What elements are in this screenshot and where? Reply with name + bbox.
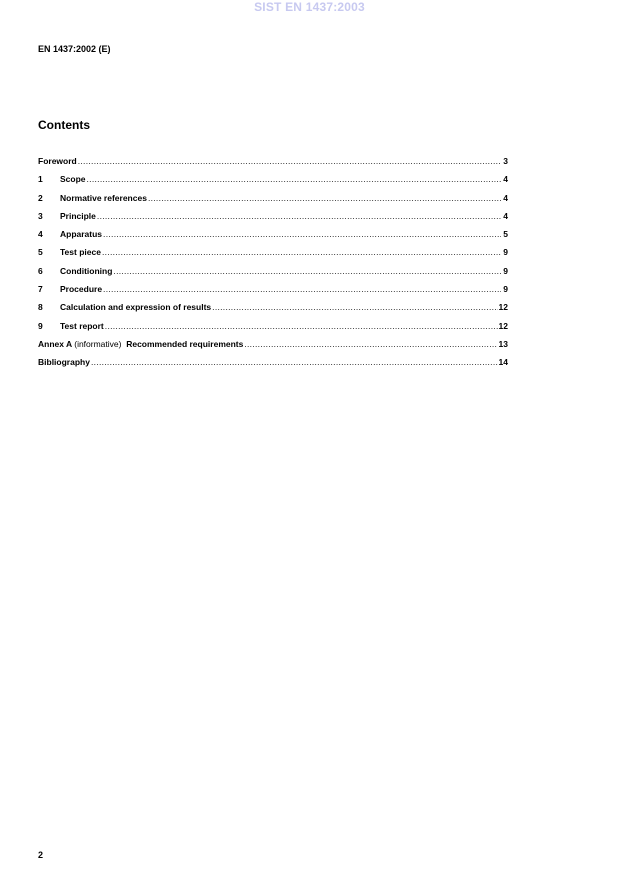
toc-entry-title: Scope xyxy=(60,174,86,185)
toc-leader xyxy=(113,266,501,276)
toc-leader xyxy=(102,247,501,257)
toc-entry-procedure[interactable] xyxy=(38,284,508,302)
toc-entry-test-piece[interactable] xyxy=(38,247,508,265)
toc-entry-page: 9 xyxy=(503,265,508,276)
toc-leader xyxy=(97,211,501,221)
toc-entry-foreword[interactable] xyxy=(38,156,508,174)
toc-leader xyxy=(105,321,498,331)
toc-entry-title: Conditioning xyxy=(60,265,113,276)
toc-entry-title: Test report xyxy=(60,320,104,331)
toc-entry-normative-references[interactable] xyxy=(38,193,508,211)
toc-entry-page: 3 xyxy=(503,156,508,166)
toc-leader xyxy=(212,302,497,312)
toc-entry-title: Apparatus xyxy=(60,229,103,240)
toc-entry-conditioning[interactable] xyxy=(38,266,508,284)
toc-entry-title: Foreword xyxy=(38,156,77,166)
toc-entry-number: 6 xyxy=(38,265,43,276)
toc-entry-scope[interactable] xyxy=(38,174,508,192)
toc-entry-page: 4 xyxy=(503,210,508,221)
toc-entry-number: 7 xyxy=(38,284,43,295)
toc-entry-page: 4 xyxy=(503,174,508,185)
toc-entry-page: 4 xyxy=(503,192,508,203)
contents-heading: Contents xyxy=(38,118,90,132)
toc-entry-page: 9 xyxy=(503,284,508,295)
toc-entry-page: 5 xyxy=(503,229,508,240)
toc-entry-title: Principle xyxy=(60,210,96,221)
toc-entry-number: 1 xyxy=(38,174,43,185)
toc-entry-bibliography[interactable] xyxy=(38,357,508,375)
toc-leader xyxy=(87,174,501,184)
annex-title: Recommended requirements xyxy=(126,338,244,349)
toc-entry-apparatus[interactable] xyxy=(38,229,508,247)
toc-entry-number: 4 xyxy=(38,229,43,240)
toc-entry-page: 14 xyxy=(498,357,508,368)
page-number: 2 xyxy=(38,850,44,860)
table-of-contents xyxy=(38,156,508,376)
document-id: EN 1437:2002 (E) xyxy=(38,44,111,54)
toc-entry-number: 8 xyxy=(38,302,43,313)
toc-entry-page: 13 xyxy=(498,338,508,349)
toc-leader xyxy=(103,229,501,239)
toc-entry-title: Bibliography xyxy=(38,357,90,368)
toc-entry-principle[interactable] xyxy=(38,211,508,229)
toc-entry-number: 9 xyxy=(38,320,43,331)
toc-entry-number: 5 xyxy=(38,247,43,258)
toc-entry-title: Normative references xyxy=(60,192,147,203)
toc-leader xyxy=(78,156,501,166)
toc-entry-calculation[interactable] xyxy=(38,302,508,320)
toc-entry-title: Test piece xyxy=(60,247,101,258)
toc-entry-title: Procedure xyxy=(60,284,103,295)
toc-entry-title xyxy=(38,339,243,349)
toc-entry-page: 12 xyxy=(498,320,508,331)
toc-leader xyxy=(103,284,501,294)
toc-entry-number: 3 xyxy=(38,210,43,221)
toc-entry-page: 9 xyxy=(503,247,508,258)
annex-note: (informative) xyxy=(74,338,122,349)
toc-entry-page: 12 xyxy=(498,302,508,313)
toc-entry-number: 2 xyxy=(38,192,43,203)
toc-entry-annex-a[interactable] xyxy=(38,339,508,357)
toc-leader xyxy=(244,339,497,349)
toc-entry-test-report[interactable] xyxy=(38,321,508,339)
toc-leader xyxy=(91,357,498,367)
watermark: SIST EN 1437:2003 xyxy=(254,0,365,14)
toc-entry-title: Calculation and expression of results xyxy=(60,302,212,313)
annex-label: Annex A xyxy=(38,338,72,349)
toc-leader xyxy=(148,193,501,203)
